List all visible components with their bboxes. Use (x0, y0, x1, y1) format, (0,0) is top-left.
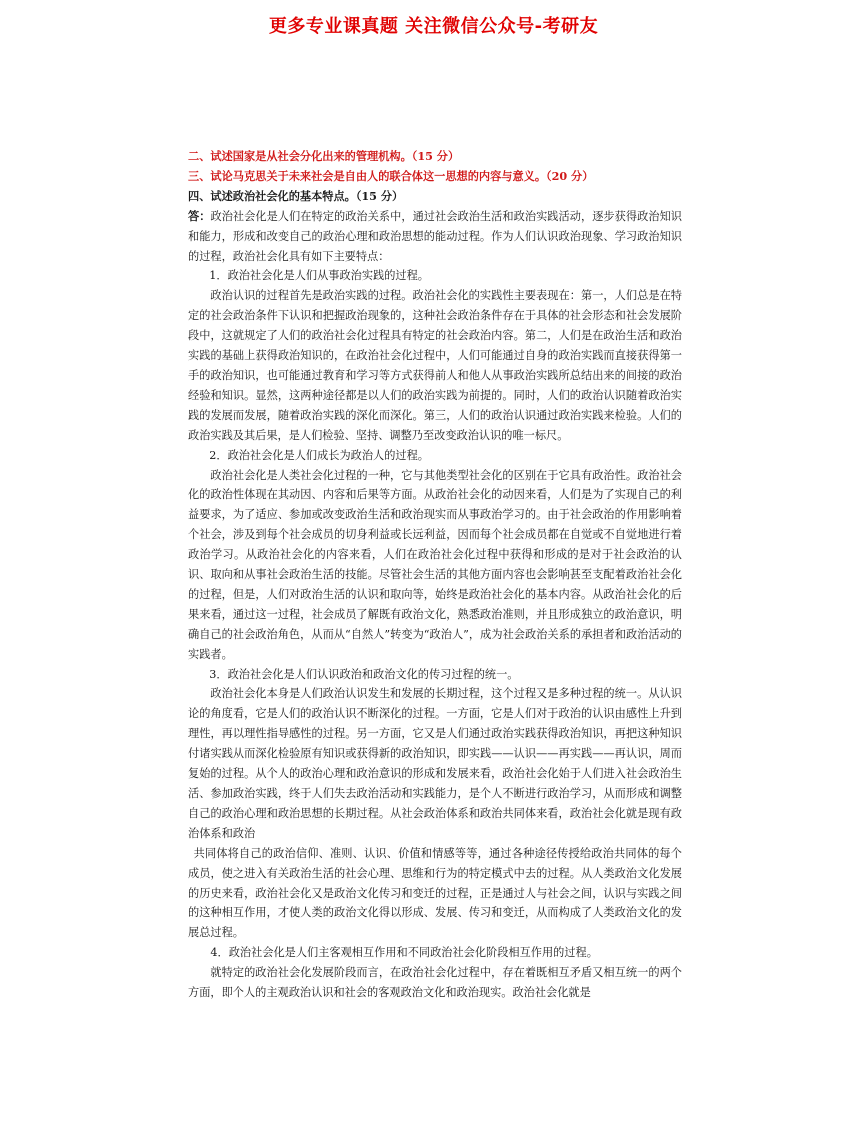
point-3-paragraph-2: 共同体将自己的政治信仰、准则、认识、价值和情感等等，通过各种途径传授给政治共同体的每个成员，使之进入有关政治生活的社会心理、思维和行为的特定模式中去的过程。从人类政治文化发展的历史来看，政治社会化又是政治文化传习和变迁的过程，正是通过人与社会之间，认识与实践之间的这种相互作用，才使人类的政治文化得以形成、发展、传习和变迁，从而构成了人类政治文化的发展总过程。 (188, 846, 682, 940)
point-4-title: 4．政治社会化是人们主客观相互作用和不同政治社会化阶段相互作用的过程。 (210, 946, 598, 960)
document-body (188, 147, 682, 1003)
answer-intro (188, 207, 682, 267)
point-3-title: 3．政治社会化是人们认识政治和政治文化的传习过程的统一。 (209, 667, 519, 681)
answer-label: 答： (188, 208, 211, 223)
question-4: 四、试述政治社会化的基本特点。（15 分） (188, 188, 404, 203)
question-3: 三、试论马克思关于未来社会是自由人的联合体这一思想的内容与意义。（20 分） (188, 168, 594, 183)
point-2-paragraph: 政治社会化是人类社会化过程的一种，它与其他类型社会化的区别在于它具有政治性。政治社会化的政治性体现在其动因、内容和后果等方面。从政治社会化的动因来看，人们是为了实现自己的利益要求，为了适应、参加或改变政治生活和政治现实而从事政治学习的。由于社会政治的作用影响着个社会，涉及到每个社会成员的切身利益或长远利益，因而每个社会成员都在自觉或不自觉地进行着政治学习。从政治社会化的内容来看，人们在政治社会化过程中获得和形成的是对于社会政治的认识、取向和从事社会政治生活的技能。尽管社会生活的其他方面内容也会影响甚至支配着政治社会化的过程，但是，人们对政治生活的认识和取向等，始终是政治社会化的基本内容。从政治社会化的后果来看，通过这一过程，社会成员了解既有政治文化，熟悉政治准则，并且形成独立的政治意识，明确自己的社会政治角色，从而从“自然人”转变为“政治人”，成为社会政治关系的承担者和政治活动的实践者。 (188, 468, 682, 661)
question-2: 二、试述国家是从社会分化出来的管理机构。（15 分） (188, 149, 460, 163)
header-banner: 更多专业课真题 关注微信公众号-考研友 (268, 16, 599, 37)
answer-intro-text: 政治社会化是人们在特定的政治关系中，通过社会政治生活和政治实践活动，逐步获得政治知识和能力，形成和改变自己的政治心理和政治思想的能动过程。作为人们认识政治现象、学习政治知识的过程，政治社会化具有如下主要特点： (188, 209, 682, 263)
point-2-title: 2．政治社会化是人们成长为政治人的过程。 (209, 448, 429, 462)
point-4-paragraph: 就特定的政治社会化发展阶段而言，在政治社会化过程中，存在着既相互矛盾又相互统一的两个方面，即个人的主观政治认识和社会的客观政治文化和政治现实。政治社会化就是 (188, 966, 682, 1000)
point-3-paragraph-1: 政治社会化本身是人们政治认识发生和发展的长期过程，这个过程又是多种过程的统一。从认识论的角度看，它是人们的政治认识不断深化的过程。一方面，它是人们对于政治的认识由感性上升到理性，再以理性指导感性的过程。另一方面，它又是人们通过政治实践获得政治知识，再把这种知识付诸实践从而深化检验原有知识或获得新的政治知识，即实践——认识——再实践——再认识，周而复始的过程。从个人的政治心理和政治意识的形成和发展来看，政治社会化始于人们进入社会政治生活、参加政治实践，终于人们失去政治活动和实践能力，是个人不断进行政治学习，从而形成和调整自己的政治心理和政治思想的长期过程。从社会政治体系和政治共同体来看，政治社会化就是现有政治体系和政治 (188, 687, 682, 840)
point-1-title: 1．政治社会化是人们从事政治实践的过程。 (209, 269, 429, 283)
point-1-paragraph: 政治认识的过程首先是政治实践的过程。政治社会化的实践性主要表现在：第一，人们总是在特定的社会政治条件下认识和把握政治现象的，这种社会政治条件存在于具体的社会形态和社会发展阶段中，这就规定了人们的政治社会化过程具有特定的社会政治内容。第二，人们是在政治生活和政治实践的基础上获得政治知识的，在政治社会化过程中，人们可能通过自身的政治实践而直接获得第一手的政治知识，也可能通过教育和学习等方式获得前人和他人从事政治实践所总结出来的间接的政治经验和知识。显然，这两种途径都是以人们的政治实践为前提的。同时，人们的政治认识随着政治实践的发展而发展，随着政治实践的深化而深化。第三，人们的政治认识通过政治实践来检验。人们的政治实践及其后果，是人们检验、坚持、调整乃至改变政治认识的唯一标尺。 (188, 289, 682, 442)
